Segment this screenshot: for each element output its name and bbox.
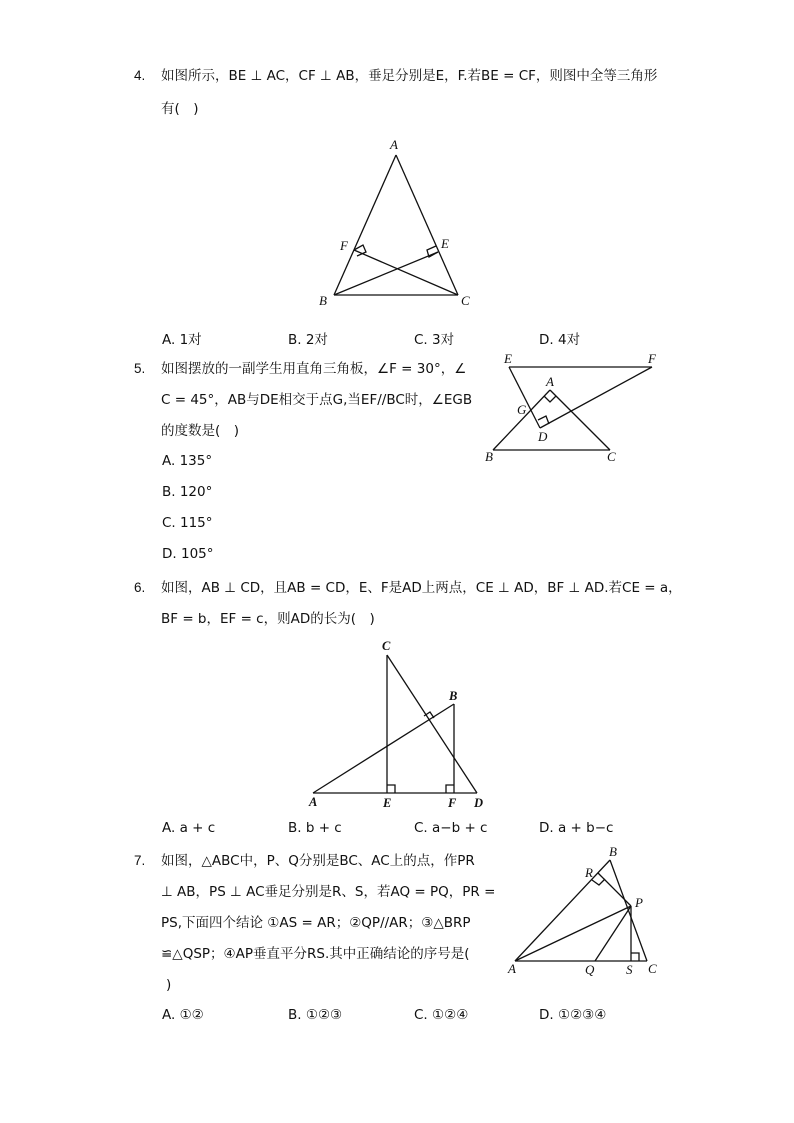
label-a: A: [390, 137, 398, 152]
option-c[interactable]: C. ①②④: [414, 1007, 469, 1023]
option-c[interactable]: C. 3对: [414, 332, 455, 348]
option-d[interactable]: D. 4对: [539, 332, 581, 348]
label-q: Q: [585, 962, 595, 977]
label-d: D: [538, 429, 548, 444]
label-d: D: [474, 796, 484, 810]
option-a[interactable]: A. a + c: [162, 820, 216, 836]
option-d[interactable]: D. a + b−c: [539, 820, 614, 836]
option-b[interactable]: B. ①②③: [288, 1007, 343, 1023]
label-a: A: [546, 374, 554, 389]
label-f: F: [448, 796, 457, 810]
question-text-line: ): [166, 977, 172, 993]
label-f: F: [648, 351, 656, 366]
question-number: 4.: [134, 68, 146, 83]
label-s: S: [626, 962, 633, 977]
question-text-line: 的度数是( ): [161, 423, 240, 439]
label-r: R: [585, 865, 593, 880]
label-g: G: [517, 402, 527, 417]
label-c: C: [648, 961, 657, 976]
label-c: C: [607, 449, 616, 464]
question-text-line: C = 45°，AB与DE相交于点G,当EF//BC时，∠EGB: [161, 392, 473, 408]
label-e: E: [441, 236, 449, 251]
label-p: P: [635, 895, 643, 910]
question-number: 5.: [134, 361, 146, 376]
label-b: B: [485, 449, 493, 464]
question-text-line: BF = b，EF = c，则AD的长为( ): [161, 611, 375, 627]
label-b: B: [609, 844, 617, 859]
question-text-line: 如图所示，BE ⊥ AC，CF ⊥ AB，垂足分别是E，F.若BE = CF，则图中全等三角形: [161, 68, 658, 84]
label-b: B: [449, 689, 458, 703]
question-number: 7.: [134, 853, 146, 868]
question-text-line: 如图，△ABC中，P、Q分别是BC、AC上的点，作PR: [161, 853, 475, 869]
label-f: F: [340, 238, 348, 253]
question-text-line: ≌△QSP；④AP垂直平分RS.其中正确结论的序号是(: [161, 946, 470, 962]
option-d[interactable]: D. ①②③④: [539, 1007, 607, 1023]
option-b[interactable]: B. 2对: [288, 332, 328, 348]
option-d[interactable]: D. 105°: [162, 546, 214, 562]
label-e: E: [504, 351, 512, 366]
option-b[interactable]: B. b + c: [288, 820, 342, 836]
label-b: B: [319, 293, 327, 308]
label-a: A: [309, 795, 318, 809]
question-text-line: 如图摆放的一副学生用直角三角板，∠F = 30°，∠: [161, 361, 467, 377]
question-text-line: 有( ): [161, 101, 199, 117]
option-a[interactable]: A. 135°: [162, 453, 213, 469]
option-b[interactable]: B. 120°: [162, 484, 213, 500]
label-c: C: [382, 639, 391, 653]
option-a[interactable]: A. ①②: [162, 1007, 204, 1023]
question-text-line: PS,下面四个结论 ①AS = AR；②QP//AR；③△BRP: [161, 915, 471, 931]
question-text-line: 如图，AB ⊥ CD，且AB = CD，E、F是AD上两点，CE ⊥ AD，BF ⊥ AD.若CE = a，: [161, 580, 682, 596]
question-text-line: ⊥ AB，PS ⊥ AC垂足分别是R、S，若AQ = PQ，PR =: [161, 884, 496, 900]
label-e: E: [383, 796, 392, 810]
question-number: 6.: [134, 580, 146, 595]
label-c: C: [461, 293, 470, 308]
label-a: A: [508, 961, 516, 976]
option-c[interactable]: C. 115°: [162, 515, 213, 531]
option-c[interactable]: C. a−b + c: [414, 820, 488, 836]
option-a[interactable]: A. 1对: [162, 332, 202, 348]
